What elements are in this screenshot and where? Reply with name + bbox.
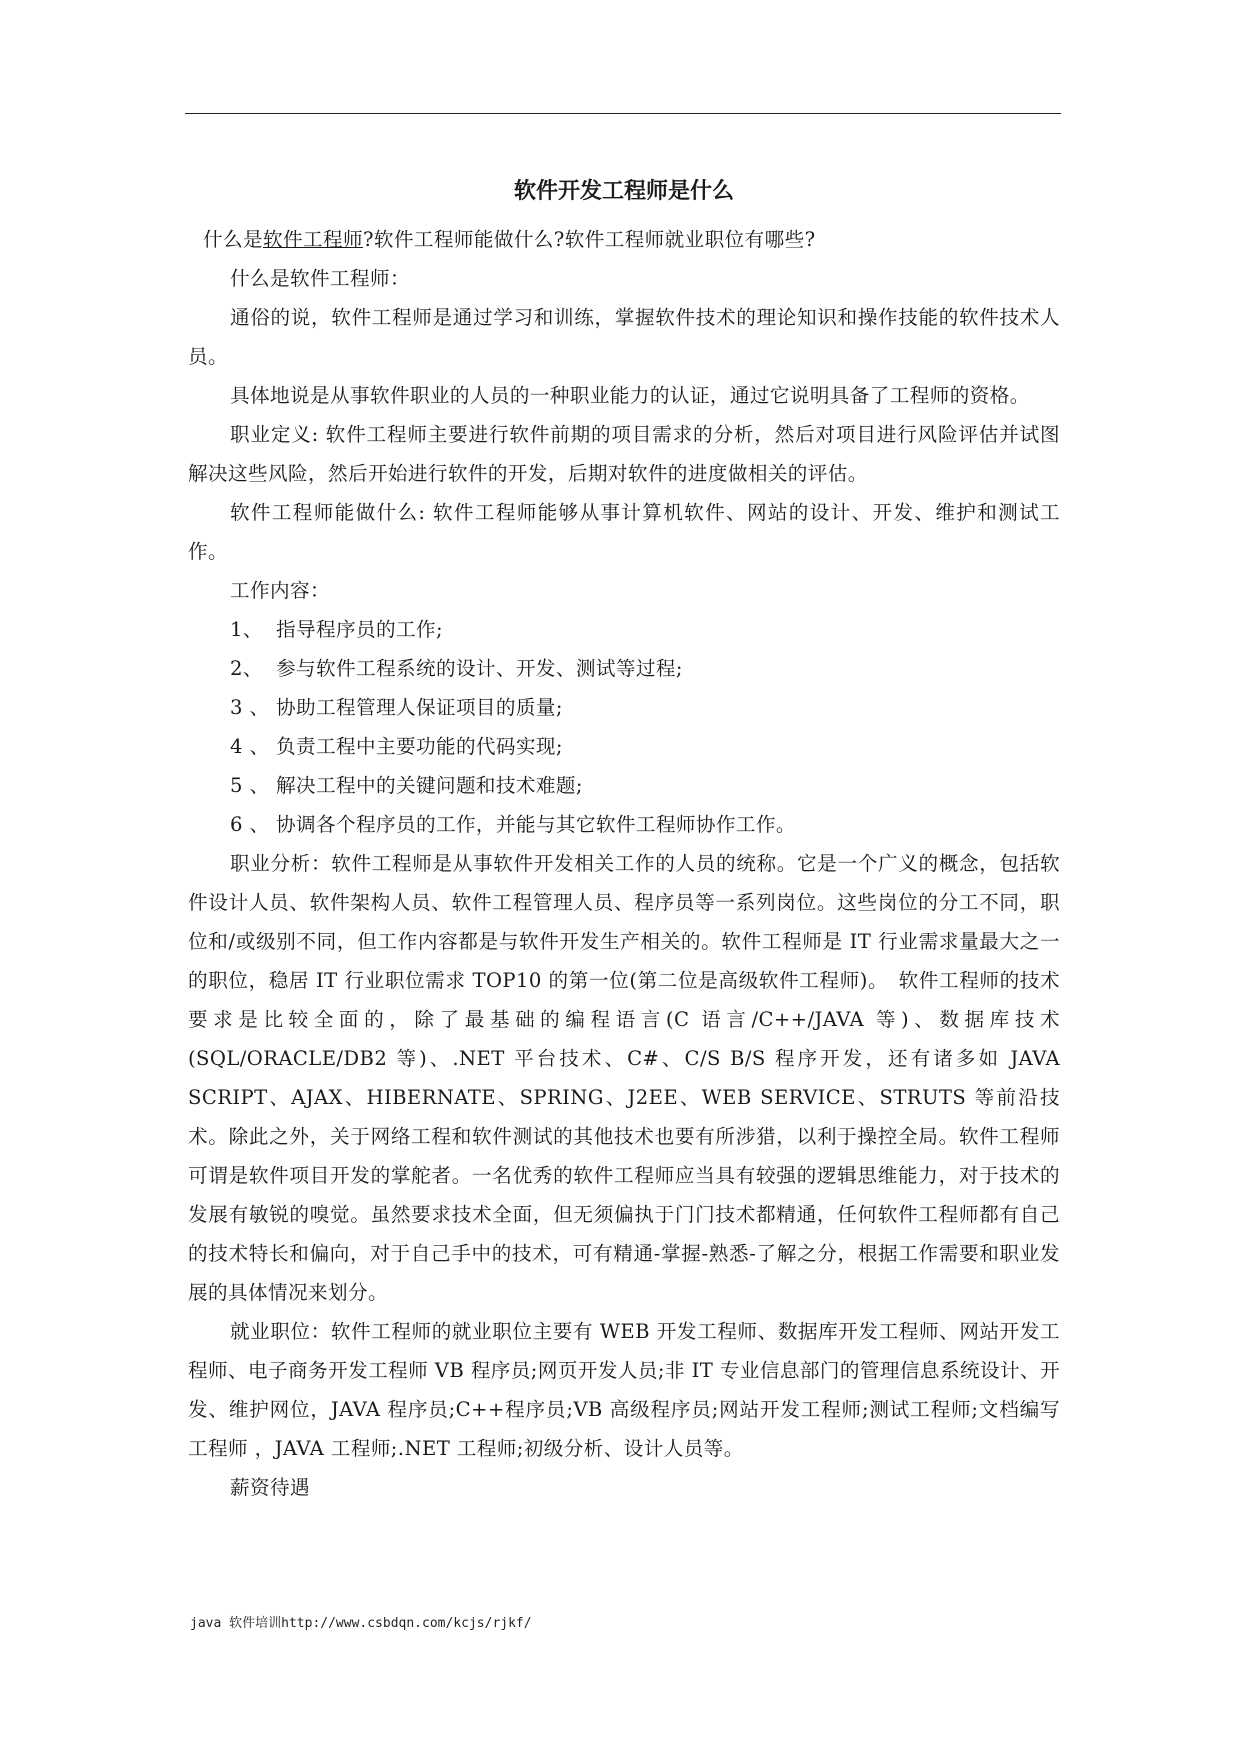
- list-item-text: 负责工程中主要功能的代码实现;: [276, 735, 563, 758]
- list-item-number: 2、: [230, 657, 263, 680]
- intro-paragraph: [188, 220, 1060, 259]
- list-item-number: 5 、: [230, 774, 270, 797]
- list-item-text: 参与软件工程系统的设计、开发、测试等过程;: [276, 657, 683, 680]
- paragraph-specific-definition: 具体地说是从事软件职业的人员的一种职业能力的认证，通过它说明具备了工程师的资格。: [230, 384, 1030, 407]
- list-item-number: 1、: [230, 618, 263, 641]
- list-item-number: 4 、: [230, 735, 270, 758]
- paragraph-work-content-heading: 工作内容：: [230, 579, 330, 602]
- salary-heading: 薪资待遇: [230, 1476, 310, 1499]
- paragraph-what-is: 什么是软件工程师：: [230, 267, 410, 290]
- software-engineer-link[interactable]: 软件工程师: [262, 228, 363, 251]
- list-item-number: 6 、: [230, 813, 270, 836]
- work-content-list: [188, 610, 1060, 844]
- list-item-text: 协助工程管理人保证项目的质量;: [276, 696, 563, 719]
- header-rule: [185, 113, 1061, 114]
- intro-prefix: 什么是: [203, 228, 263, 251]
- intro-suffix: ?软件工程师能做什么?软件工程师就业职位有哪些?: [362, 228, 816, 251]
- paragraph-job-definition: 职业定义: 软件工程师主要进行软件前期的项目需求的分析，然后对项目进行风险评估并试图解决这些风险，然后开始进行软件的开发，后期对软件的进度做相关的评估。: [188, 423, 1060, 485]
- list-item-text: 解决工程中的关键问题和技术难题;: [276, 774, 583, 797]
- list-item: [188, 727, 1060, 766]
- document-title: 软件开发工程师是什么: [513, 179, 734, 204]
- list-item: [188, 610, 1060, 649]
- list-item-text: 指导程序员的工作;: [276, 618, 443, 641]
- list-item: [188, 688, 1060, 727]
- list-item: [188, 649, 1060, 688]
- paragraph-career-analysis: 职业分析：软件工程师是从事软件开发相关工作的人员的统称。它是一个广义的概念，包括软件设计人员、软件架构人员、软件工程管理人员、程序员等一系列岗位。这些岗位的分工不同，职位和/或级别不同，但工作内容都是与软件开发生产相关的。软件工程师是 IT 行业需求量最大之一的职位，稳居 IT 行业职位需求 TOP10 的第一位(第二位是高级软件工程师)。 软件工程师的技术要求是比较全面的，除了最基础的编程语言(C 语言/C++/JAVA 等)、数据库技术(SQL/ORACLE/DB2 等)、.NET 平台技术、C#、C/S B/S 程序开发，还有诸多如 JAVA SCRIPT、AJAX、HIBERNATE、SPRING、J2EE、WEB SERVICE、STRUTS 等前沿技术。除此之外，关于网络工程和软件测试的其他技术也要有所涉猎，以利于操控全局。软件工程师可谓是软件项目开发的掌舵者。一名优秀的软件工程师应当具有较强的逻辑思维能力，对于技术的发展有敏锐的嗅觉。虽然要求技术全面，但无须偏执于门门技术都精通，任何软件工程师都有自己的技术特长和偏向，对于自己手中的技术，可有精通-掌握-熟悉-了解之分，根据工作需要和职业发展的具体情况来划分。: [188, 852, 1060, 1304]
- list-item-number: 3 、: [230, 696, 270, 719]
- paragraph-employment: 就业职位：软件工程师的就业职位主要有 WEB 开发工程师、数据库开发工程师、网站开发工程师、电子商务开发工程师 VB 程序员;网页开发人员;非 IT 专业信息部门的管理信息系统设计、开发、维护网位，JAVA 程序员;C++程序员;VB 高级程序员;网站开发工程师;测试工程师;文档编写工程师 ，JAVA 工程师;.NET 工程师;初级分析、设计人员等。: [188, 1320, 1060, 1460]
- list-item: [188, 766, 1060, 805]
- document-body: [188, 172, 1060, 1507]
- list-item-text: 协调各个程序员的工作，并能与其它软件工程师协作工作。: [276, 813, 796, 836]
- list-item: [188, 805, 1060, 844]
- paragraph-general-definition: 通俗的说，软件工程师是通过学习和训练，掌握软件技术的理论知识和操作技能的软件技术人员。: [188, 306, 1060, 368]
- page-footer: java 软件培训http://www.csbdqn.com/kcjs/rjkf/: [190, 1616, 532, 1631]
- paragraph-what-can-do: 软件工程师能做什么: 软件工程师能够从事计算机软件、网站的设计、开发、维护和测试工作。: [188, 501, 1060, 563]
